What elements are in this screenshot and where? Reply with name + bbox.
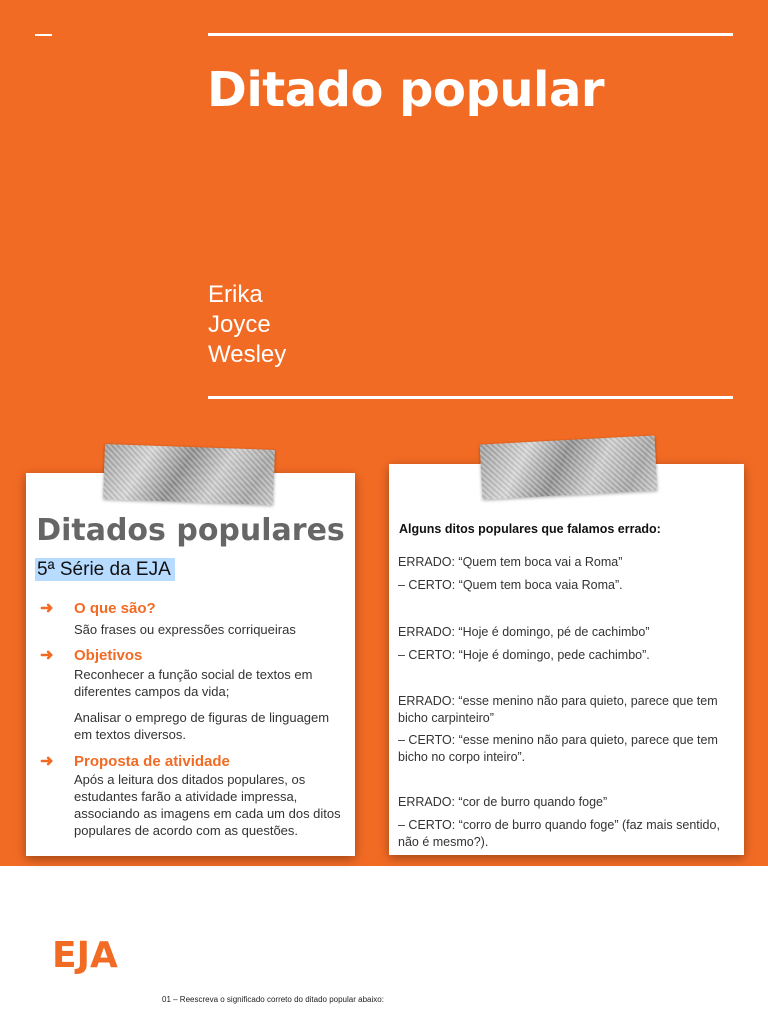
arrow-right-icon: ➜ [40, 753, 54, 770]
ditos-errados-card [389, 464, 744, 855]
arrow-right-icon: ➜ [40, 600, 54, 617]
list-item: ERRADO: “Hoje é domingo, pé de cachimbo” [398, 625, 650, 639]
author-name: Joyce [208, 311, 271, 338]
arrow-right-icon: ➜ [40, 647, 54, 664]
highlighted-grade: 5ª Série da EJA [35, 558, 175, 581]
section-text: Analisar o emprego de figuras de linguagem em textos diversos. [74, 710, 330, 742]
section-text: Reconhecer a função social de textos em diferentes campos da vida; [74, 667, 313, 699]
list-item: ERRADO: “esse menino não para quieto, parece que tem bicho carpinteiro” [398, 694, 718, 725]
list-item: ERRADO: “cor de burro quando foge” [398, 795, 608, 809]
question-text: 01 – Reescreva o significado correto do ditado popular abaixo: [162, 995, 384, 1004]
bottom-rule [208, 396, 733, 399]
corner-mark [35, 34, 52, 36]
tape-decoration [480, 435, 658, 499]
list-item: – CERTO: “Hoje é domingo, pede cachimbo”. [398, 648, 650, 662]
section-title: Objetivos [74, 647, 143, 664]
page-title: Ditado popular [207, 62, 605, 118]
tape-decoration [103, 444, 275, 505]
eja-label: EJA [52, 935, 118, 976]
ditados-card [26, 473, 355, 856]
author-name: Wesley [208, 341, 287, 368]
authors-list [208, 280, 286, 370]
list-item: ERRADO: “Quem tem boca vai a Roma” [398, 555, 623, 569]
section-title: O que são? [74, 600, 156, 617]
section-title: Proposta de atividade [74, 753, 230, 770]
section-text: São frases ou expressões corriqueiras [74, 622, 296, 637]
section-text: Após a leitura dos ditados populares, os estudantes farão a atividade impressa, associando as imagens em cada um dos ditos populares de acordo com as questões. [74, 772, 341, 838]
author-name: Erika [208, 281, 263, 308]
top-rule [208, 33, 733, 36]
list-item: – CERTO: “esse menino não para quieto, parece que tem bicho no corpo inteiro”. [398, 733, 718, 764]
card-heading: Alguns ditos populares que falamos errado: [399, 522, 661, 536]
list-item: – CERTO: “corro de burro quando foge” (faz mais sentido, não é mesmo?). [398, 818, 720, 849]
list-item: – CERTO: “Quem tem boca vaia Roma”. [398, 578, 623, 592]
card-heading: Ditados populares [36, 513, 345, 548]
